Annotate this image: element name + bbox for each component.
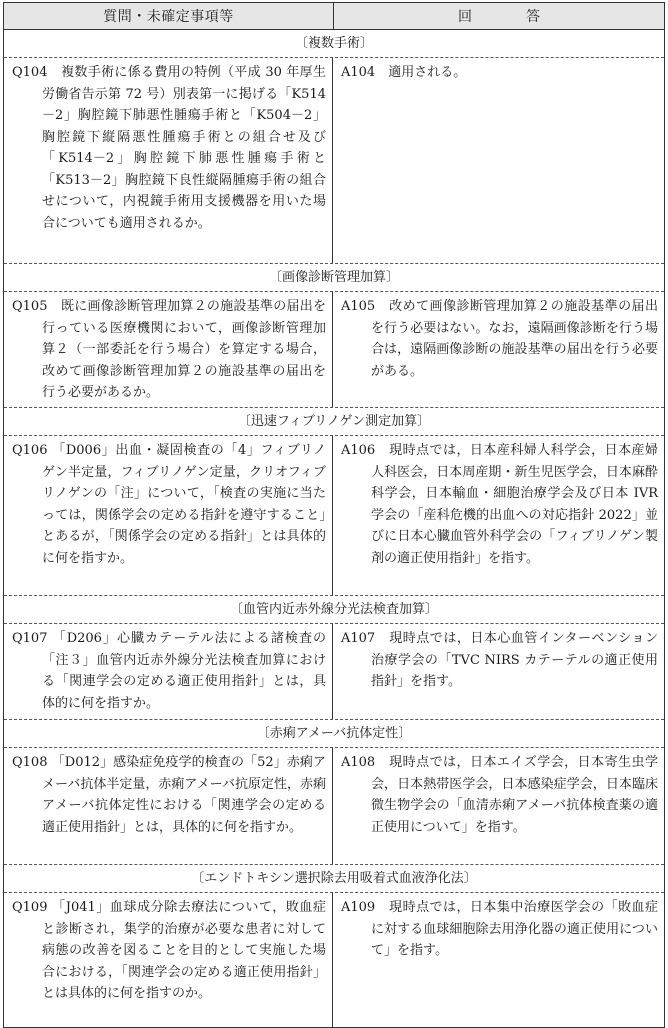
answer-text: A107 現時点では，日本心血管インターベンション治療学会の「TVC NIRS カテーテルの適正使用指針」を指す。 (341, 631, 658, 689)
question-text: Q109 「J041」血球成分除去療法について，敗血症と診断され，集学的治療が必要な患者に対して病態の改善を図ることを目的として実施した場合における，「関連学会の定める適正使用指針」とは具体的に何を指すのか。 (12, 900, 326, 1001)
section-title: 〔血管内近赤外線分光法検査加算〕 (4, 596, 664, 624)
section-title: 〔画像診断管理加算〕 (4, 264, 664, 292)
question-column-header: 質問・未確定事項等 (4, 3, 334, 29)
section-nirs (4, 596, 664, 720)
section-fibrinogen (4, 408, 664, 596)
answer-text: A106 現時点では，日本産科婦人科学会，日本産婦人科医会，日本周産期・新生児医学会，日本麻酔科学会，日本輸血・細胞治療学会及び日本 IVR 学会の「産科危機的出血への対応指針 2022」並びに日本心臓血管外科学会の「フィブリノゲン製剤の適正使用指針」を指す。 (341, 443, 658, 566)
table-header (4, 3, 664, 30)
table-row (4, 292, 664, 407)
answer-column-header: 回 答 (458, 9, 560, 25)
section-multiple-surgery (4, 30, 664, 264)
table-row (4, 58, 664, 263)
section-amoeba (4, 720, 664, 865)
section-title: 〔赤痢アメーバ抗体定性〕 (4, 720, 664, 748)
answer-text: A105 改めて画像診断管理加算２の施設基準の届出を行う必要はない。なお，遠隔画像診断を行う場合は，遠隔画像診断の施設基準の届出を行う必要がある。 (341, 299, 658, 379)
section-endotoxin (4, 865, 664, 1027)
table-row (4, 624, 664, 719)
answer-text: A104 適用される。 (341, 65, 467, 80)
question-text: Q108 「D012」感染症免疫学的検査の「52」赤痢アメーバ抗体半定量，赤痢アメーバ抗原定性，赤痢アメーバ抗体定性における「関連学会の定める適正使用指針」とは，具体的に何を指すか。 (12, 755, 326, 835)
question-text: Q106 「D006」出血・凝固検査の「4」フィブリノゲン半定量，フィブリノゲン定量，クリオフィブリノゲンの「注」について，「検査の実施に当たっては，関係学会の定める指針を遵守すること」とあるが，「関係学会の定める指針」とは具体的に何を指すか。 (12, 443, 326, 566)
table-row (4, 893, 664, 1027)
answer-text: A109 現時点では，日本集中治療医学会の「敗血症に対する血球細胞除去用浄化器の適正使用について」を指す。 (341, 900, 658, 958)
section-title: 〔複数手術〕 (4, 30, 664, 58)
question-text: Q104 複数手術に係る費用の特例（平成 30 年厚生労働省告示第 72 号）別表第一に掲げる「K514－2」胸腔鏡下肺悪性腫瘍手術と「K504－2」胸腔鏡下縦隔悪性腫瘍手術との組合せ及び「K514－2」胸腔鏡下肺悪性腫瘍手術と「K513－2」胸腔鏡下良性縦隔腫瘍手術の組合せについて，内視鏡手術用支援機器を用いた場合についても適用されるか。 (12, 65, 326, 231)
section-title: 〔エンドトキシン選択除去用吸着式血液浄化法〕 (4, 865, 664, 893)
table-row (4, 436, 664, 595)
section-title: 〔迅速フィブリノゲン測定加算〕 (4, 408, 664, 436)
answer-text: A108 現時点では，日本エイズ学会，日本寄生虫学会，日本熱帯医学会，日本感染症学会，日本臨床微生物学会の「血清赤痢アメーバ抗体検査薬の適正使用について」を指す。 (341, 755, 658, 835)
section-imaging-management (4, 264, 664, 408)
question-text: Q105 既に画像診断管理加算２の施設基準の届出を行っている医療機関において，画像診断管理加算２（一部委託を行う場合）を算定する場合，改めて画像診断管理加算２の施設基準の届出を行う必要があるか。 (12, 299, 326, 400)
question-text: Q107 「D206」心臓カテーテル法による諸検査の「注３」血管内近赤外線分光法検査加算における「関連学会の定める適正使用指針」とは，具体的に何を指すか。 (12, 631, 326, 711)
qa-table (3, 2, 665, 1028)
table-row (4, 748, 664, 864)
